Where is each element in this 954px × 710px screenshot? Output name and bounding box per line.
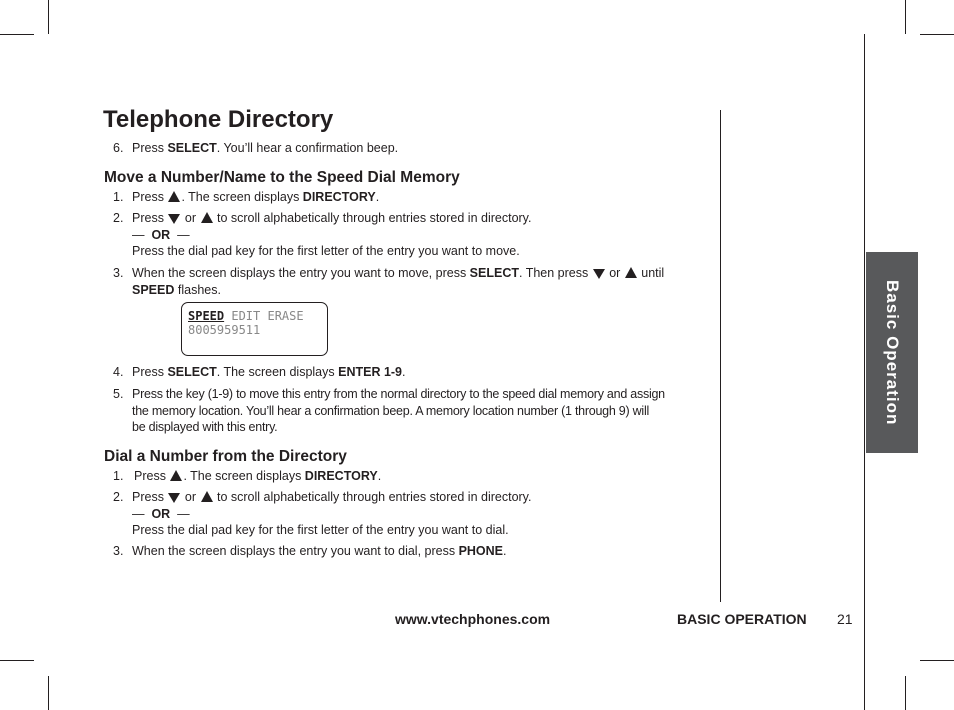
step-text: . Then press [518, 266, 592, 280]
page-number: 21 [837, 611, 853, 627]
section-heading-dial: Dial a Number from the Directory [104, 448, 347, 465]
or-label: OR [151, 227, 171, 242]
crop-mark [48, 676, 49, 710]
step-text: . You’ll hear a confirmation beep. [216, 141, 399, 155]
move-step-1 [113, 189, 705, 206]
step-text: When the screen displays the entry you want to move, press [132, 266, 470, 280]
step-text: . [377, 469, 382, 483]
step-6 [113, 140, 705, 157]
page-edge-line [864, 34, 865, 710]
lcd-option-speed: SPEED [188, 309, 225, 323]
key-label: PHONE [458, 544, 504, 558]
step-text: to scroll alphabetically through entries stored in directory. [213, 211, 532, 225]
step-text: Press the dial pad key for the first letter of the entry you want to dial. [132, 523, 509, 537]
lcd-screen [181, 302, 328, 356]
move-step-5 [113, 386, 705, 436]
step-number: 2. [113, 490, 124, 504]
step-text: . The screen displays [216, 365, 339, 379]
step-text: or [605, 266, 624, 280]
up-triangle-icon [170, 470, 182, 481]
step-number: 1. [113, 190, 124, 204]
up-triangle-icon [201, 212, 213, 223]
step-text: Press [134, 469, 170, 483]
screen-label: DIRECTORY [302, 190, 376, 204]
lcd-options: EDIT ERASE [224, 309, 304, 323]
step-text: Press [132, 211, 168, 225]
up-triangle-icon [201, 491, 213, 502]
key-label: SELECT [469, 266, 519, 280]
up-triangle-icon [625, 267, 637, 278]
side-tab [866, 252, 918, 453]
crop-mark [905, 676, 906, 710]
footer-url[interactable]: www.vtechphones.com [395, 611, 551, 627]
screen-label: DIRECTORY [304, 469, 378, 483]
dial-step-1 [113, 468, 705, 485]
step-text: until [637, 266, 665, 280]
step-text: Press [132, 490, 168, 504]
footer-section-title: BASIC OPERATION [677, 611, 807, 627]
lcd-number: 8005959511 [188, 323, 261, 337]
step-number: 4. [113, 365, 124, 379]
crop-mark [920, 34, 954, 35]
dash: — [132, 506, 145, 521]
screen-label: SPEED [132, 282, 175, 297]
up-triangle-icon [168, 191, 180, 202]
down-triangle-icon [168, 493, 180, 503]
screen-label: ENTER 1-9 [338, 365, 403, 379]
step-text: flashes. [174, 282, 221, 297]
step-text: Press the dial pad key for the first letter of the entry you want to move. [132, 244, 520, 258]
crop-mark [905, 0, 906, 34]
step-text: . The screen displays [181, 190, 303, 204]
dash: — [177, 506, 190, 521]
step-text: . The screen displays [183, 469, 305, 483]
step-number: 6. [113, 141, 124, 155]
step-text: Press [132, 141, 168, 155]
step-number: 2. [113, 211, 124, 225]
key-label: SELECT [167, 365, 217, 379]
column-divider [720, 110, 721, 602]
step-text: or [181, 490, 200, 504]
side-tab-label: Basic Operation [883, 279, 902, 426]
down-triangle-icon [593, 269, 605, 279]
dial-step-2 [113, 489, 705, 539]
section-heading-move: Move a Number/Name to the Speed Dial Memory [104, 169, 460, 186]
step-text: Press [132, 190, 168, 204]
crop-mark [920, 660, 954, 661]
dial-step-3 [113, 543, 705, 560]
down-triangle-icon [168, 214, 180, 224]
step-text: or [181, 211, 200, 225]
step-number: 5. [113, 387, 124, 401]
step-number: 1. [113, 469, 124, 483]
step-text: Press [132, 365, 168, 379]
or-label: OR [151, 506, 171, 521]
step-number: 3. [113, 266, 124, 280]
key-label: SELECT [167, 141, 217, 155]
step-text: . [503, 544, 507, 558]
step-number: 3. [113, 544, 124, 558]
step-text: . [375, 190, 380, 204]
step-text: Press the key (1-9) to move this entry from the normal directory to the speed dial memory and assign [132, 387, 665, 401]
page-title: Telephone Directory [103, 106, 334, 133]
step-text: When the screen displays the entry you want to dial, press [132, 544, 459, 558]
move-step-4 [113, 364, 705, 381]
crop-mark [0, 34, 34, 35]
dash: — [177, 227, 190, 242]
move-step-2 [113, 210, 705, 260]
crop-mark [48, 0, 49, 34]
step-text: the memory location. You’ll hear a confirmation beep. A memory location number (1 through 9) will [132, 403, 650, 418]
step-text: be displayed with this entry. [132, 420, 278, 434]
step-text: to scroll alphabetically through entries stored in directory. [213, 490, 532, 504]
dash: — [132, 227, 145, 242]
move-step-3 [113, 265, 705, 298]
crop-mark [0, 660, 34, 661]
step-text: . [402, 365, 406, 379]
